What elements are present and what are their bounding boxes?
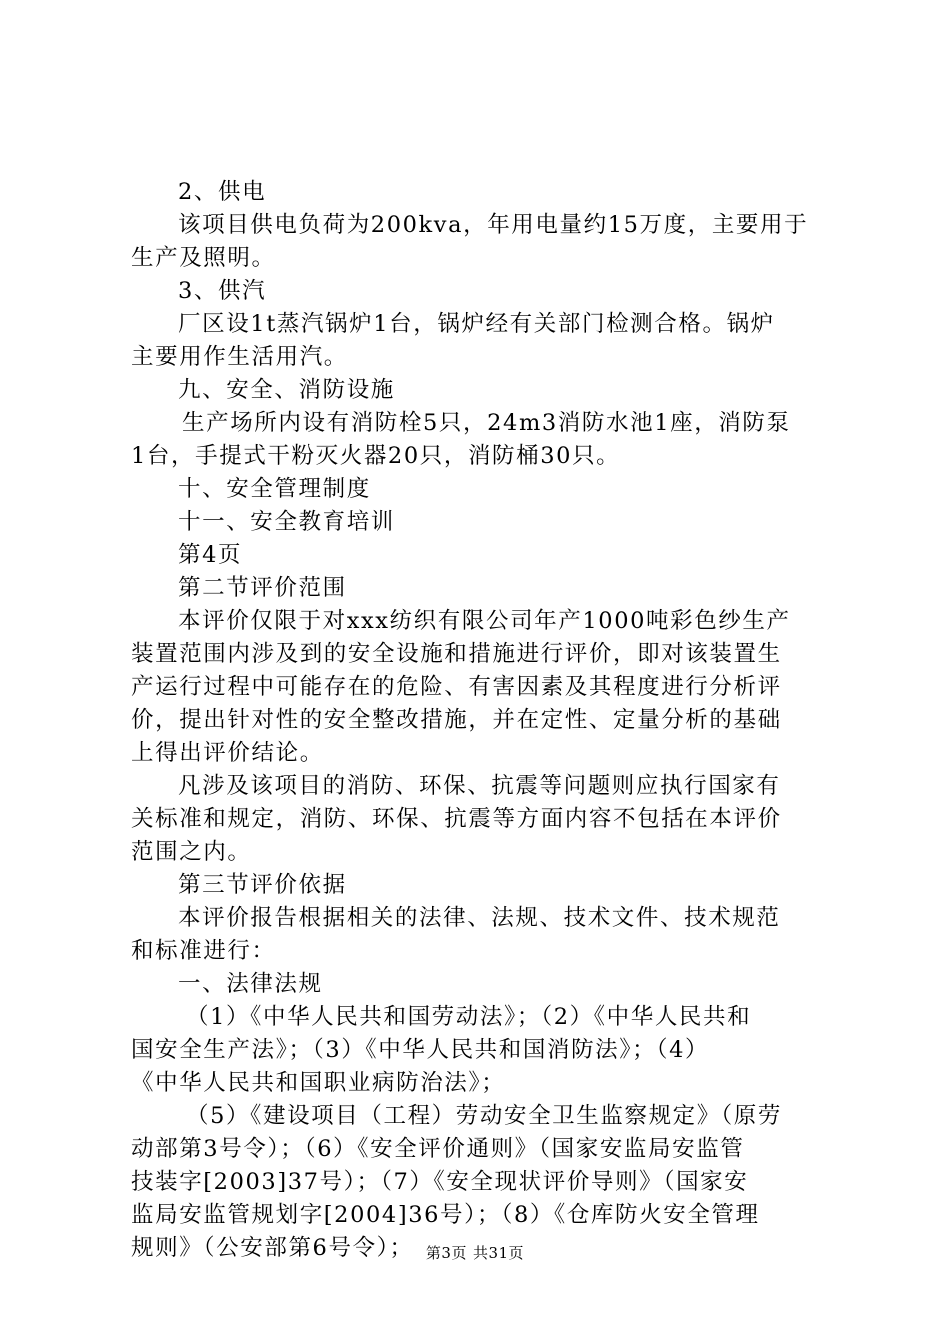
- text-line: 生产及照明。: [131, 245, 276, 271]
- text-line: 厂区设1t蒸汽锅炉1台，锅炉经有关部门检测合格。锅炉: [178, 311, 775, 337]
- page-total: 共31页: [472, 1244, 525, 1262]
- page-number: 第3页: [425, 1244, 467, 1262]
- text-line: 关标准和规定，消防、环保、抗震等方面内容不包括在本评价: [131, 806, 782, 832]
- text-line: （5）《建设项目（工程）劳动安全卫生监察规定》（原劳: [186, 1103, 782, 1129]
- text-line: 第二节评价范围: [178, 575, 347, 601]
- text-line: 规则》（公安部第6号令）；: [131, 1235, 414, 1261]
- text-line: 第4页: [178, 542, 243, 568]
- text-line: 装置范围内涉及到的安全设施和措施进行评价，即对该装置生: [131, 641, 782, 667]
- text-line: 和标准进行：: [131, 938, 276, 964]
- text-line: 产运行过程中可能存在的危险、有害因素及其程度进行分析评: [131, 674, 782, 700]
- text-line: 主要用作生活用汽。: [131, 344, 348, 370]
- text-line: 价，提出针对性的安全整改措施，并在定性、定量分析的基础: [131, 707, 782, 733]
- text-line: 1台，手提式干粉灭火器20只，消防桶30只。: [131, 443, 621, 469]
- text-line: 上得出评价结论。: [131, 740, 324, 766]
- text-line: 该项目供电负荷为200kva，年用电量约15万度，主要用于: [178, 212, 809, 238]
- text-line: 《中华人民共和国职业病防治法》；: [131, 1070, 506, 1096]
- text-line: 十、安全管理制度: [178, 476, 371, 502]
- text-line: 凡涉及该项目的消防、环保、抗震等问题则应执行国家有: [178, 773, 781, 799]
- text-line: 范围之内。: [131, 839, 252, 865]
- text-line: 本评价报告根据相关的法律、法规、技术文件、技术规范: [178, 905, 781, 931]
- text-line: 第三节评价依据: [178, 872, 347, 898]
- text-line: 九、安全、消防设施: [178, 377, 395, 403]
- text-line: 生产场所内设有消防栓5只，24m3消防水池1座，消防泵: [182, 410, 791, 436]
- text-line: 技装字[2003]37号）；（7）《安全现状评价导则》（国家安: [131, 1169, 749, 1195]
- text-line: 监局安监管规划字[2004]36号）；（8）《仓库防火安全管理: [131, 1202, 760, 1228]
- text-line: 本评价仅限于对xxx纺织有限公司年产1000吨彩色纱生产: [178, 608, 791, 634]
- text-line: 十一、安全教育培训: [178, 509, 395, 535]
- document-body: [131, 176, 831, 1265]
- text-line: （1）《中华人民共和国劳动法》；（2）《中华人民共和: [186, 1004, 752, 1030]
- page-footer: [0, 1243, 950, 1263]
- text-line: 动部第3号令）；（6）《安全评价通则》（国家安监局安监管: [131, 1136, 745, 1162]
- text-line: 国安全生产法》；（3）《中华人民共和国消防法》；（4）: [131, 1037, 710, 1063]
- text-line: 2、供电: [178, 179, 267, 205]
- text-line: 3、供汽: [178, 278, 267, 304]
- text-line: 一、法律法规: [178, 971, 323, 997]
